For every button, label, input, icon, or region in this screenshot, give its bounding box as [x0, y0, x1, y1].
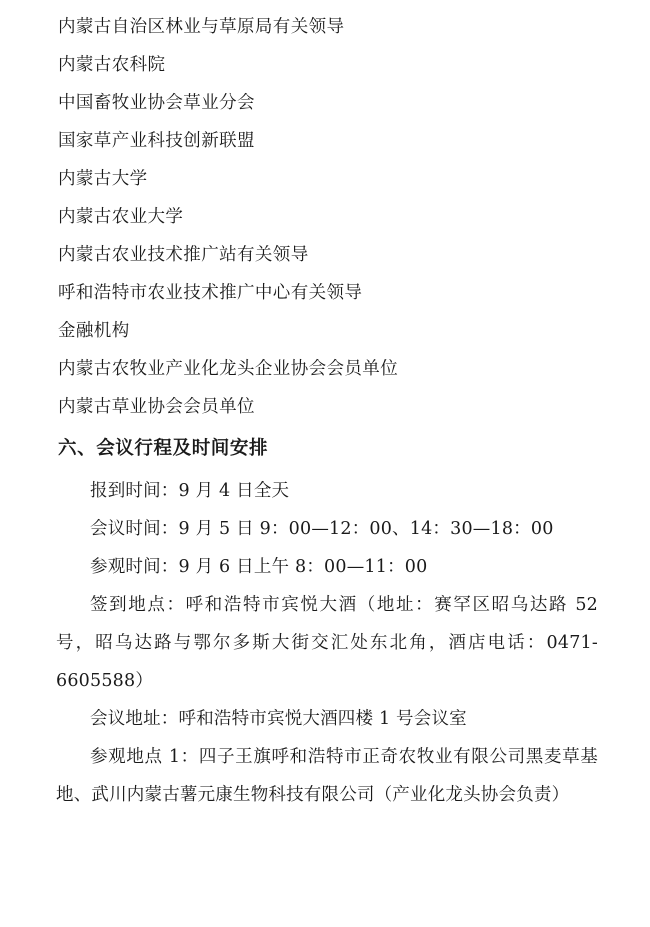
schedule-item: 报到时间：9 月 4 日全天 [90, 481, 290, 501]
list-item: 国家草产业科技创新联盟 [58, 131, 255, 151]
paragraph-meeting-address: 会议地址：呼和浩特市宾悦大酒四楼 1 号会议室 [90, 709, 467, 729]
list-item: 内蒙古草业协会会员单位 [58, 397, 255, 417]
list-item: 内蒙古农业技术推广站有关领导 [58, 245, 309, 265]
schedule-item: 会议时间：9 月 5 日 9：00—12：00、14：30—18：00 [90, 519, 554, 539]
paragraph-signin-location: 签到地点：呼和浩特市宾悦大酒（地址：赛罕区昭乌达路 52 号，昭乌达路与鄂尔多斯大街交汇处东北角，酒店电话：0471-6605588） [56, 595, 598, 691]
list-item: 内蒙古农业大学 [58, 207, 184, 227]
list-item: 呼和浩特市农业技术推广中心有关领导 [58, 283, 363, 303]
list-item: 内蒙古农科院 [58, 55, 166, 75]
paragraph-visit-location: 参观地点 1：四子王旗呼和浩特市正奇农牧业有限公司黑麦草基地、武川内蒙古薯元康生物科技有限公司（产业化龙头协会负责） [56, 747, 598, 805]
list-item: 内蒙古大学 [58, 169, 148, 189]
list-item: 内蒙古农牧业产业化龙头企业协会会员单位 [58, 359, 399, 379]
section-heading: 六、会议行程及时间安排 [58, 438, 269, 459]
schedule-item: 参观时间：9 月 6 日上午 8：00—11：00 [90, 557, 428, 577]
list-item: 内蒙古自治区林业与草原局有关领导 [58, 17, 345, 37]
schedule-list [56, 472, 598, 586]
list-item: 中国畜牧业协会草业分会 [58, 93, 255, 113]
attendee-list [56, 8, 598, 426]
list-item: 金融机构 [58, 321, 130, 341]
